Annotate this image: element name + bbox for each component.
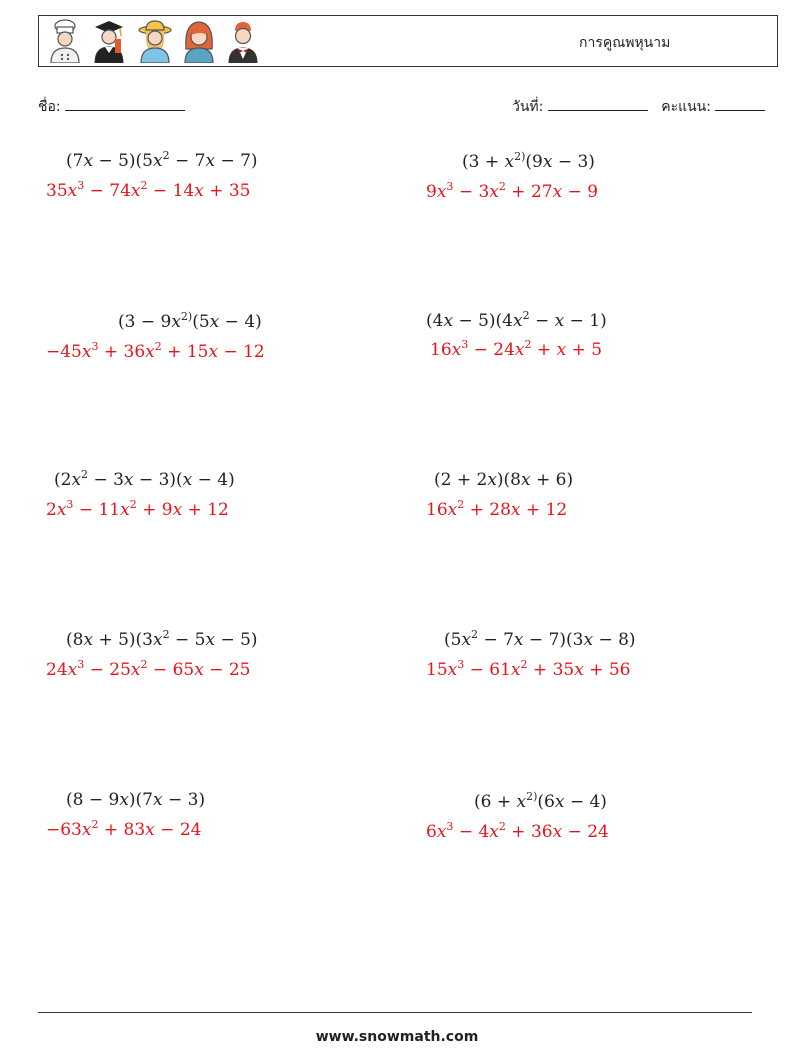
worksheet-title: การคูณพหุนาม xyxy=(579,35,671,51)
chef-avatar-icon xyxy=(45,19,85,63)
problem-6: (2 + 2x)(8x + 6) xyxy=(434,470,574,490)
score-label: คะแนน: xyxy=(661,99,711,115)
answer-1: $35x^3 - 74x^2 - 14x + 35$ xyxy=(46,179,251,201)
waiter-avatar-icon xyxy=(223,19,263,63)
graduate-avatar-icon xyxy=(89,19,129,63)
answer-6: $16x^2 + 28x + 12$ xyxy=(426,498,568,520)
answer-4: $16x^3 - 24x^2 + x + 5$ xyxy=(430,338,603,360)
name-blank[interactable] xyxy=(65,96,185,111)
answer-7: $24x^3 - 25x^2 - 65x - 25$ xyxy=(46,658,251,680)
problem-7: $(8x + 5)(3x^2 - 5x - 5)$ xyxy=(66,628,258,650)
problem-3: ($3 - 9x^{2)}(5x - 4)$ xyxy=(118,310,262,332)
problem-8: $(5x^2 - 7x - 7)(3x - 8)$ xyxy=(444,628,636,650)
problem-5: $(2x^2 - 3x - 3)(x - 4)$ xyxy=(54,468,235,490)
farmer-avatar-icon xyxy=(135,19,175,63)
answer-5: $2x^3 - 11x^2 + 9x + 12$ xyxy=(46,498,229,520)
problem-4: $(4x - 5)(4x^2 - x - 1)$ xyxy=(426,309,607,331)
answer-8: $15x^3 - 61x^2 + 35x + 56$ xyxy=(426,658,631,680)
name-label: ชื่อ: xyxy=(38,99,61,115)
problem-2: ($3 + x^{2)}(9x - 3)$ xyxy=(462,150,595,172)
score-blank[interactable] xyxy=(715,96,765,111)
problem-1: $(7x - 5)(5x^2 - 7x - 7)$ xyxy=(66,149,258,171)
date-blank[interactable] xyxy=(548,96,648,111)
date-label: วันที่: xyxy=(512,99,544,115)
problem-10: ($6 + x^{2)}(6x - 4)$ xyxy=(474,790,607,812)
name-field xyxy=(38,96,185,118)
problem-9: (8 − 9x)(7x − 3) xyxy=(66,790,206,810)
answer-9: $-63x^2 + 83x - 24$ xyxy=(46,818,202,840)
woman-avatar-icon xyxy=(179,19,219,63)
footer-website: www.snowmath.com xyxy=(315,1029,479,1045)
header-box xyxy=(38,15,778,67)
answer-10: $6x^3 - 4x^2 + 36x - 24$ xyxy=(426,820,609,842)
answer-3: $-45x^3 + 36x^2 + 15x - 12$ xyxy=(46,340,265,362)
date-score-field xyxy=(512,96,765,118)
answer-2: $9x^3 - 3x^2 + 27x - 9$ xyxy=(426,180,599,202)
footer-divider xyxy=(38,1012,752,1013)
